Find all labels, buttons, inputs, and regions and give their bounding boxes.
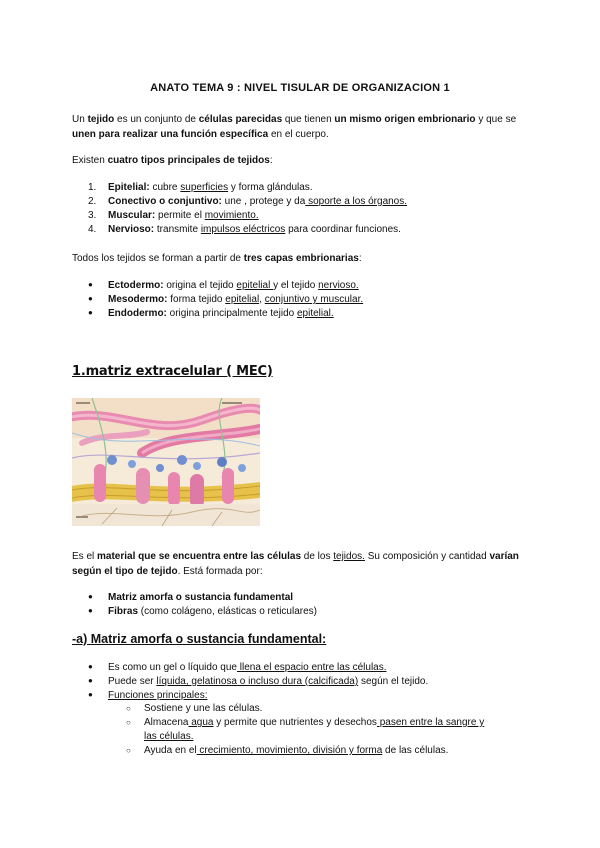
sub-list-item: ○ Almacena agua y permite que nutrientes y desechos pasen entre la sangre y xyxy=(126,717,485,728)
list-item: ● Ectodermo: origina el tejido epitelial y el tejido nervioso. xyxy=(88,280,359,291)
list-item: ● Matriz amorfa o sustancia fundamental xyxy=(88,592,294,603)
list-item: ● Mesodermo: forma tejido epitelial, conjuntivo y muscular. xyxy=(88,294,364,305)
list-item: 1. Epitelial: cubre superficies y forma glándulas. xyxy=(88,182,313,193)
layers-intro: Todos los tejidos se forman a partir de tres capas embrionarias: xyxy=(72,253,362,264)
list-item: ● Fibras (como colágeno, elásticas o reticulares) xyxy=(88,606,317,617)
types-intro: Existen cuatro tipos principales de tejidos: xyxy=(72,155,273,166)
section-heading-mec: 1.matriz extracelular ( MEC) xyxy=(72,364,273,379)
list-item: 3. Muscular: permite el movimiento. xyxy=(88,210,259,221)
extracellular-matrix-illustration xyxy=(72,398,260,526)
sub-list-item: ○ Ayuda en el crecimiento, movimiento, división y forma de las células. xyxy=(126,745,449,756)
section-heading-matriz-amorfa: -a) Matriz amorfa o sustancia fundamental: xyxy=(72,632,327,646)
sub-list-item-continuation: las células. xyxy=(144,731,194,742)
mec-paragraph: Es el material que se encuentra entre las células de los tejidos. Su composición y cantidad varían según el tipo de tejido. Está formada por: xyxy=(72,551,519,577)
list-item: ● Puede ser líquida, gelatinosa o incluso dura (calcificada) según el tejido. xyxy=(88,676,429,687)
intro-paragraph: Un tejido es un conjunto de células parecidas que tienen un mismo origen embrionario y que se unen para realizar una función específica en el cuerpo. xyxy=(72,114,517,140)
list-item: ● Funciones principales: xyxy=(88,690,208,701)
sub-list-item: ○ Sostiene y une las células. xyxy=(126,703,263,714)
list-item: ● Endodermo: origina principalmente tejido epitelial. xyxy=(88,308,334,319)
page-title: ANATO TEMA 9 : NIVEL TISULAR DE ORGANIZACION 1 xyxy=(150,82,450,94)
list-item: ● Es como un gel o líquido que llena el espacio entre las células. xyxy=(88,662,387,673)
list-item: 2. Conectivo o conjuntivo: une , protege y da soporte a los órganos. xyxy=(88,196,408,207)
list-item: 4. Nervioso: transmite impulsos eléctricos para coordinar funciones. xyxy=(88,224,401,235)
